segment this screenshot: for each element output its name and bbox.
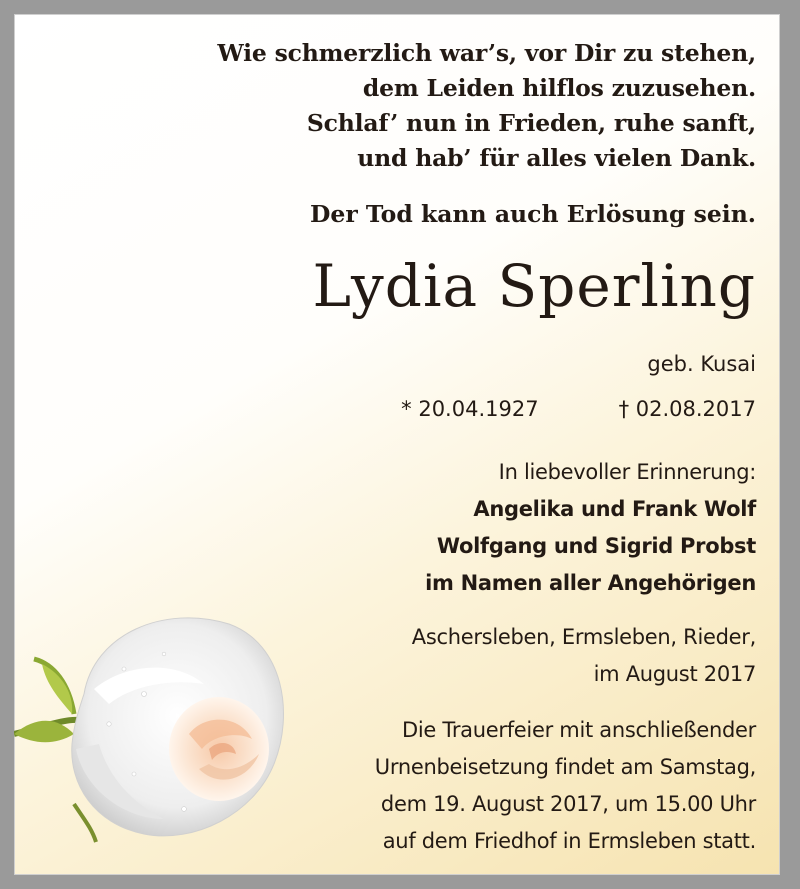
poem-line: Schlaf’ nun in Frieden, ruhe sanft, <box>306 109 756 137</box>
maiden-name: geb. Kusai <box>647 352 756 376</box>
poem-line: und hab’ für alles vielen Dank. <box>357 144 756 172</box>
white-rose-image <box>14 574 314 874</box>
motto: Der Tod kann auch Erlösung sein. <box>309 200 756 228</box>
mourner-line: im Namen aller Angehörigen <box>425 571 756 595</box>
memory-block <box>425 454 756 602</box>
death-date: † 02.08.2017 <box>618 397 756 421</box>
obituary-card <box>14 14 780 875</box>
service-line: Urnenbeisetzung findet am Samstag, <box>374 755 756 779</box>
poem-line: Wie schmerzlich war’s, vor Dir zu stehen, <box>217 39 756 67</box>
poem-line: dem Leiden hilflos zuzusehen. <box>362 74 756 102</box>
service-line: Die Trauerfeier mit anschließender <box>402 718 756 742</box>
place-date <box>412 619 756 693</box>
mourner-line: Wolfgang und Sigrid Probst <box>436 534 756 558</box>
service-line: auf dem Friedhof in Ermsleben statt. <box>382 829 756 853</box>
date-line: im August 2017 <box>593 662 756 686</box>
service-info <box>375 712 756 860</box>
memory-intro: In liebevoller Erinnerung: <box>498 460 756 484</box>
birth-date: * 20.04.1927 <box>401 397 539 421</box>
poem <box>217 36 756 176</box>
mourner-line: Angelika und Frank Wolf <box>473 497 756 521</box>
life-dates <box>401 397 756 421</box>
deceased-name: Lydia Sperling <box>312 252 756 320</box>
place-line: Aschersleben, Ermsleben, Rieder, <box>411 625 756 649</box>
service-line: dem 19. August 2017, um 15.00 Uhr <box>380 792 756 816</box>
